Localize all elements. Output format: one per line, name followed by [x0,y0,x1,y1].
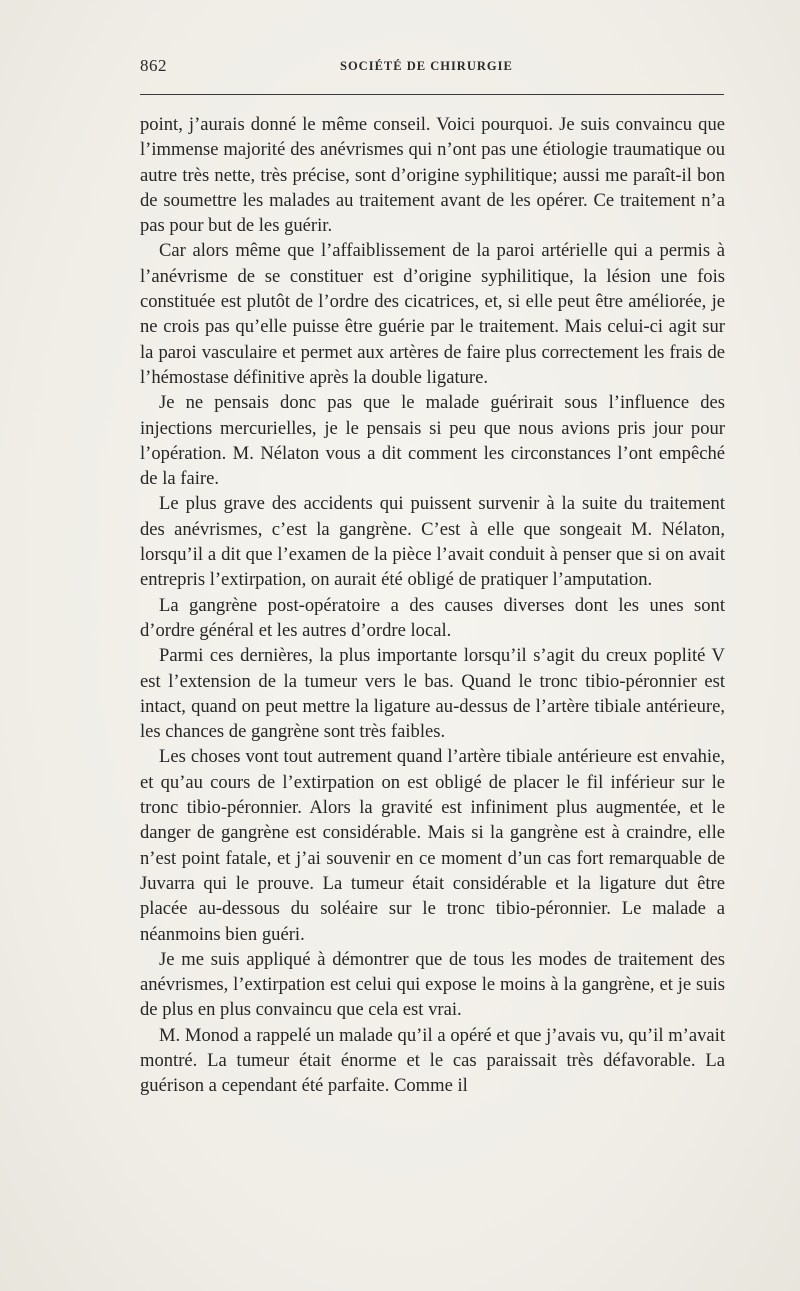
paragraph-7: Les choses vont tout autrement quand l’artère tibiale antérieure est envahie, et qu’au cours de l’extirpation on est obligé de placer le fil inférieur sur le tronc tibio-péronnier. Alors la gravité est infiniment plus augmentée, et le danger de gangrène est considérable. Mais si la gangrène est à craindre, elle n’est point fatale, et j’ai souvenir en ce moment d’un cas fort remarquable de Juvarra qui le prouve. La tumeur était considérable et la ligature dut être placée au-dessous du soléaire sur le tronc tibio-péronnier. Le malade a néanmoins bien guéri. [140,746,725,945]
paragraph-8: Je me suis appliqué à démontrer que de tous les modes de traitement des anévrismes, l’extirpation est celui qui expose le moins à la gangrène, et je suis de plus en plus convaincu que cela est vrai. [140,948,725,1021]
paragraph-3: Je ne pensais donc pas que le malade guérirait sous l’influence des injections mercurielles, je le pensais si peu que nous avions pris jour pour l’opération. M. Nélaton vous a dit comment les circonstances l’ont empêché de la faire. [140,392,725,490]
paragraph-9: M. Monod a rappelé un malade qu’il a opéré et que j’avais vu, qu’il m’avait montré. La tumeur était énorme et le cas paraissait très défavorable. La guérison a cependant été parfaite. Comme il [140,1024,725,1097]
page-header [140,56,724,86]
running-head: SOCIÉTÉ DE CHIRURGIE [340,59,513,73]
paragraph-2: Car alors même que l’affaiblissement de la paroi artérielle qui a permis à l’anévrisme de se constituer est d’origine syphilitique, la lésion une fois constituée est plutôt de l’ordre des cicatrices, et, si elle peut être améliorée, je ne crois pas qu’elle puisse être guérie par le traitement. Mais celui-ci agit sur la paroi vasculaire et permet aux artères de faire plus correctement les frais de l’hémostase définitive après la double ligature. [140,240,725,388]
body-text [140,112,725,1099]
paragraph-5: La gangrène post-opératoire a des causes diverses dont les unes sont d’ordre général et les autres d’ordre local. [140,594,725,641]
header-rule [140,94,724,95]
paragraph-6: Parmi ces dernières, la plus importante lorsqu’il s’agit du creux poplité V est l’extension de la tumeur vers le bas. Quand le tronc tibio-péronnier est intact, quand on peut mettre la ligature au-dessus de l’artère tibiale antérieure, les chances de gangrène sont très faibles. [140,645,725,743]
page-number: 862 [140,56,167,75]
paragraph-4: Le plus grave des accidents qui puissent survenir à la suite du traitement des anévrismes, c’est la gangrène. C’est à elle que songeait M. Nélaton, lorsqu’il a dit que l’examen de la pièce l’avait conduit à penser que si on avait entrepris l’extirpation, on aurait été obligé de pratiquer l’amputation. [140,493,725,591]
paragraph-1: point, j’aurais donné le même conseil. Voici pourquoi. Je suis convaincu que l’immense majorité des anévrismes qui n’ont pas une étiologie traumatique ou autre très nette, très précise, sont d’origine syphilitique; aussi me paraît-il bon de soumettre les malades au traitement avant de les opérer. Ce traitement n’a pas pour but de les guérir. [140,114,725,237]
